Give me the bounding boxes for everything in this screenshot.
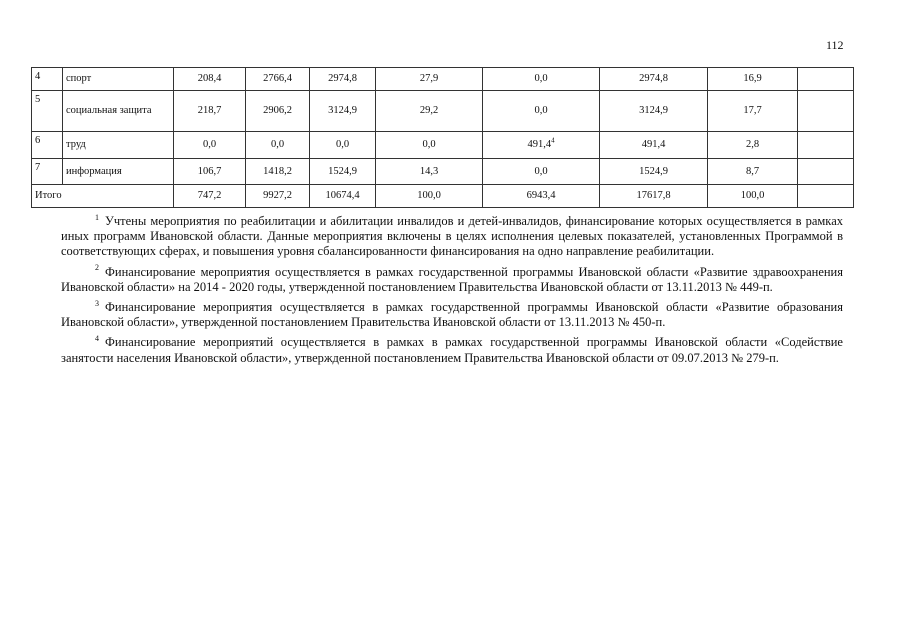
table-cell: 100,0 <box>708 185 798 208</box>
table-cell: 14,3 <box>376 159 483 185</box>
table-cell: 8,7 <box>708 159 798 185</box>
table-cell: 16,9 <box>708 68 798 91</box>
footnote <box>61 300 843 330</box>
cell-value: 491,4 <box>527 139 552 150</box>
footnotes <box>61 214 843 371</box>
table-cell: 10674,4 <box>310 185 376 208</box>
table-cell <box>798 91 854 132</box>
table-cell <box>798 159 854 185</box>
cell-value: 0,0 <box>534 73 548 84</box>
table-cell: 2974,8 <box>600 68 708 91</box>
row-number: 6 <box>32 132 63 159</box>
table-cell: 100,0 <box>376 185 483 208</box>
table-cell <box>483 159 600 185</box>
table-cell: 1524,9 <box>600 159 708 185</box>
table-cell: 3124,9 <box>310 91 376 132</box>
row-number: 4 <box>32 68 63 91</box>
row-name: спорт <box>63 68 174 91</box>
table-cell: 747,2 <box>174 185 246 208</box>
row-name: социальная защита <box>63 91 174 132</box>
table-cell: 29,2 <box>376 91 483 132</box>
row-name: информация <box>63 159 174 185</box>
footnote-mark: 3 <box>95 298 99 308</box>
table-cell: 3124,9 <box>600 91 708 132</box>
table-cell: 17617,8 <box>600 185 708 208</box>
table-cell: 27,9 <box>376 68 483 91</box>
total-label: Итого <box>32 185 174 208</box>
table-row <box>32 68 854 91</box>
table-row <box>32 91 854 132</box>
table-row <box>32 159 854 185</box>
footnote-text: Финансирование мероприятий осуществляется в рамках в рамках государственной программы Ивановской области «Содействие занятости населения Ивановской области», утвержденной постановлением Правительства Ивановской области от 09.07.2013 № 279-п. <box>61 335 843 365</box>
footnote-mark: 1 <box>95 212 99 222</box>
cell-footnote-mark: 4 <box>551 136 555 145</box>
table-cell <box>798 185 854 208</box>
table-cell: 1524,9 <box>310 159 376 185</box>
table-cell: 2,8 <box>708 132 798 159</box>
row-number: 5 <box>32 91 63 132</box>
table-cell: 0,0 <box>376 132 483 159</box>
table-cell: 2974,8 <box>310 68 376 91</box>
cell-value: 0,0 <box>534 165 548 177</box>
table-cell <box>798 132 854 159</box>
footnote-mark: 2 <box>95 263 99 273</box>
row-name: труд <box>63 132 174 159</box>
table-cell: 2766,4 <box>246 68 310 91</box>
budget-table <box>31 67 854 208</box>
footnote <box>61 214 843 260</box>
table-cell: 17,7 <box>708 91 798 132</box>
table-cell: 491,4 <box>600 132 708 159</box>
cell-value: 0,0 <box>534 105 548 116</box>
table-cell: 106,7 <box>174 159 246 185</box>
footnote-text: Учтены мероприятия по реабилитации и абилитации инвалидов и детей-инвалидов, финансирование которых осуществляется в рамках иных программ Ивановской области. Данные мероприятия включены в целях исполнения целевых показателей, установленных Программой в соответствующих сферах, и повышения уровня сбалансированности финансирования на одно направление реабилитации. <box>61 214 843 259</box>
footnote <box>61 335 843 365</box>
table-cell: 1418,2 <box>246 159 310 185</box>
table-cell: 9927,2 <box>246 185 310 208</box>
table-cell: 2906,2 <box>246 91 310 132</box>
table-total-row <box>32 185 854 208</box>
table-cell <box>483 91 600 132</box>
table-cell: 0,0 <box>174 132 246 159</box>
table-cell: 6943,4 <box>483 185 600 208</box>
table-row <box>32 132 854 159</box>
table-cell <box>798 68 854 91</box>
footnote <box>61 265 843 295</box>
page-number: 112 <box>826 38 844 52</box>
table-cell: 0,0 <box>310 132 376 159</box>
footnote-text: Финансирование мероприятия осуществляется в рамках государственной программы Ивановской области «Развитие образования Ивановской области», утвержденной постановлением Правительства Ивановской области от 13.11.2013 № 450-п. <box>61 300 843 330</box>
table-cell <box>483 132 600 159</box>
table-cell: 218,7 <box>174 91 246 132</box>
table-cell: 208,4 <box>174 68 246 91</box>
footnote-mark: 4 <box>95 334 99 344</box>
table-cell: 0,0 <box>246 132 310 159</box>
footnote-text: Финансирование мероприятия осуществляется в рамках государственной программы Ивановской области «Развитие здравоохранения Ивановской области» на 2014 - 2020 годы, утвержденной постановлением Правительства Ивановской области от 13.11.2013 № 449-п. <box>61 264 843 294</box>
table-cell <box>483 68 600 91</box>
row-number: 7 <box>32 159 63 185</box>
